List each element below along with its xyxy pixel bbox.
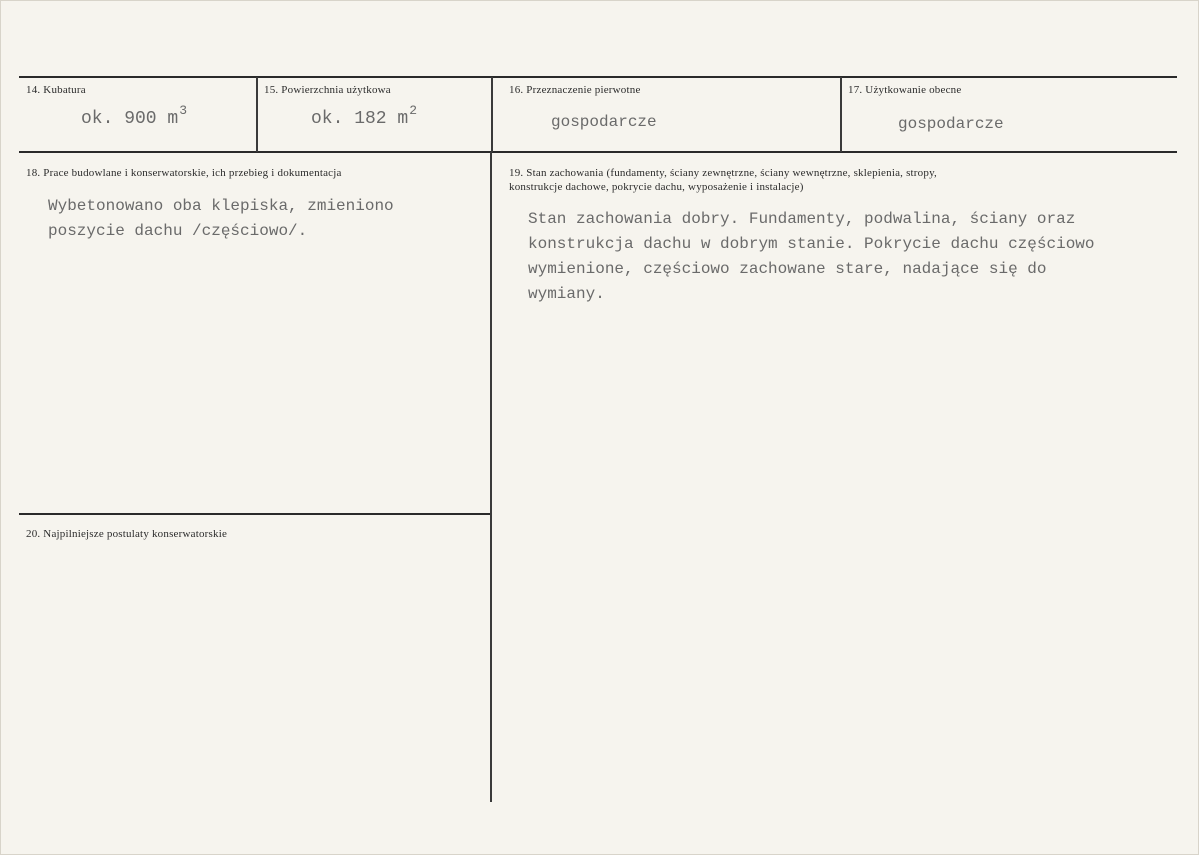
field15-value: ok. 182 $m^2$ [311, 103, 418, 129]
field19-value: Stan zachowania dobry. Fundamenty, podwalina, ściany oraz konstrukcja dachu w dobrym stanie. Pokrycie dachu częściowo wymienione, częściowo zachowane stare, nadające się do wymiany. [528, 210, 1095, 303]
field18-bottom-rule [19, 513, 491, 515]
field19-label-line1: 19. Stan zachowania (fundamenty, ściany zewnętrzne, ściany wewnętrzne, sklepienia, stropy, [509, 167, 938, 179]
field14-value: ok. 900 $m^3$ [81, 103, 188, 129]
row1-bottom-rule [19, 151, 1177, 153]
divider-left-right [490, 152, 492, 802]
divider-15-16 [491, 77, 493, 152]
field17-value: gospodarcze [898, 115, 1004, 133]
field16-value: gospodarcze [551, 113, 657, 131]
divider-14-15 [256, 77, 258, 152]
field16-label: 16. Przeznaczenie pierwotne [509, 84, 641, 96]
field20-label: 20. Najpilniejsze postulaty konserwatorskie [26, 528, 228, 540]
field18-value: Wybetonowano oba klepiska, zmieniono poszycie dachu /częściowo/. [48, 197, 394, 240]
field17-label: 17. Użytkowanie obecne [848, 84, 962, 96]
field19-label-line2: konstrukcje dachowe, pokrycie dachu, wyposażenie i instalacje) [509, 181, 804, 193]
field18-label: 18. Prace budowlane i konserwatorskie, ich przebieg i dokumentacja [26, 167, 342, 179]
divider-16-17 [840, 77, 842, 152]
field15-label: 15. Powierzchnia użytkowa [264, 84, 391, 96]
field14-label: 14. Kubatura [26, 84, 86, 96]
top-rule [19, 76, 1177, 78]
